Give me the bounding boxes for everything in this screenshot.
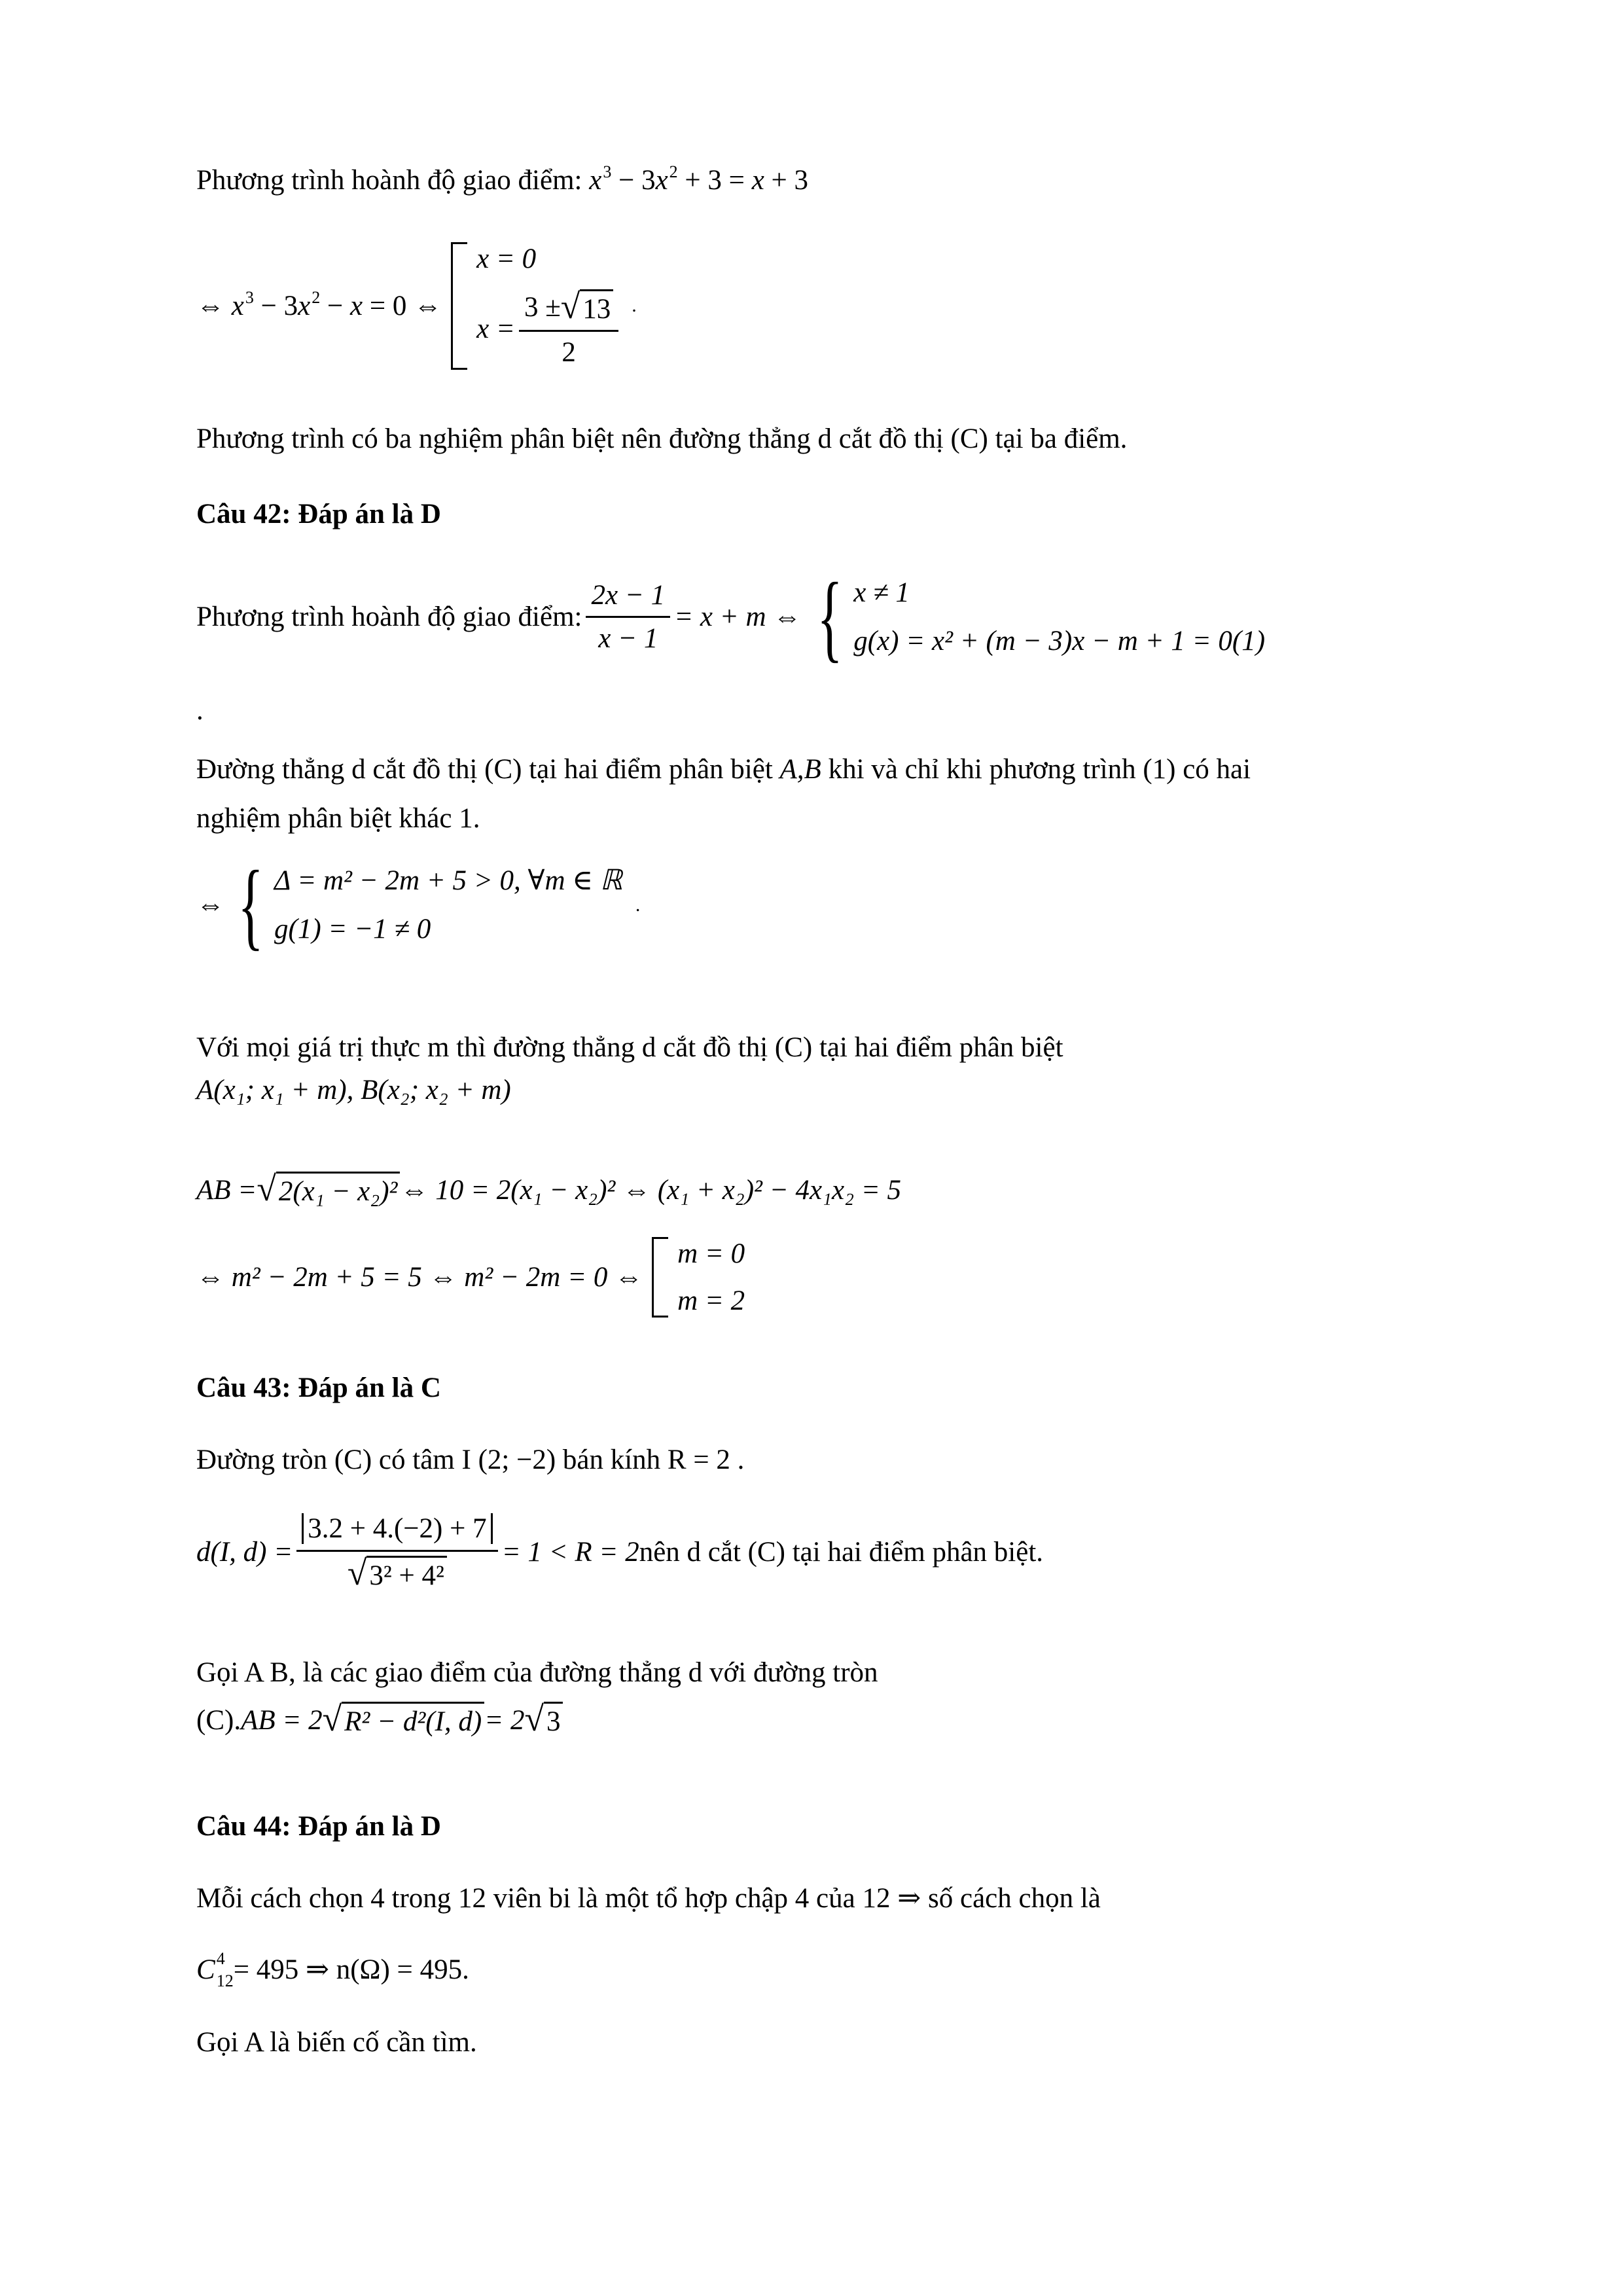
math-term: = x + m ⇔ (674, 601, 802, 632)
math-x: x (298, 290, 311, 321)
paragraph-line: Gọi A là biến cố cần tìm. (196, 2027, 477, 2058)
sqrt: √ 2(x₁ − x₂)² (257, 1172, 400, 1209)
paragraph-line: Với mọi giá trị thực m thì đường thẳng d cắt đồ thị (C) tại hai điểm phân biệt (196, 1032, 1063, 1063)
math-term: AB = 2 (241, 1704, 323, 1736)
question-43-heading: Câu 43: Đáp án là C (196, 1372, 441, 1403)
combination-sup: 4 (216, 1949, 225, 1968)
math-term: ⇔ m² − 2m + 5 = 5 ⇔ m² − 2m = 0 ⇔ (196, 1261, 643, 1293)
q42-intersection-equation (196, 562, 1266, 672)
system-row-2: g(1) = −1 ≠ 0 (274, 913, 431, 944)
radicand: 3 (544, 1702, 563, 1739)
math-term: ⇔ (196, 290, 232, 321)
sqrt: √ 3² + 4² (348, 1556, 447, 1593)
sqrt: √ 13 (561, 289, 614, 327)
math-term: ⇔ (196, 889, 224, 920)
math-exp: 3 (245, 287, 254, 307)
question-44-heading: Câu 44: Đáp án là D (196, 1811, 441, 1842)
system-row-1: x ≠ 1 (853, 577, 910, 608)
text: Đường thẳng d cắt đồ thị (C) tại hai điểm phân biệt (196, 754, 780, 785)
paragraph-line: nghiệm phân biệt khác 1. (196, 803, 480, 834)
math-term: = 2 (484, 1704, 525, 1736)
paragraph-line (196, 753, 1251, 787)
numerator-text: 3 ± (524, 292, 561, 323)
bracket-line (652, 1237, 668, 1318)
period: . (632, 295, 637, 317)
text: (C). (196, 1704, 241, 1736)
math-term: + 3 = (677, 165, 752, 196)
math-term: − (320, 290, 350, 321)
or-bracket (451, 242, 622, 370)
math-term: ⇔ 10 = 2(x₁ − x₂)² ⇔ (x₁ + x₂)² − 4x₁x₂ = 5 (400, 1174, 902, 1206)
text: khi và chỉ khi phương trình (1) có hai (821, 754, 1251, 785)
bracket-line (451, 242, 467, 370)
math-term: − 3 (253, 290, 298, 321)
fraction (586, 579, 670, 656)
math-x: x (231, 290, 244, 321)
math-x: x (349, 290, 363, 321)
distance-equation (196, 1512, 1043, 1592)
case-m-2: m = 2 (677, 1285, 745, 1316)
combination-indices (217, 1950, 234, 1990)
radicand: 2(x₁ − x₂)² (276, 1172, 401, 1209)
case-m-0: m = 0 (677, 1238, 745, 1269)
case-x-zero: x = 0 (476, 243, 537, 274)
fraction (519, 286, 618, 370)
math-term: = 1 < R = 2 (501, 1536, 639, 1568)
radicand: R² − d²(I, d) (342, 1702, 484, 1739)
system-brace (227, 850, 622, 960)
math-exp: 2 (312, 287, 321, 307)
period: . (635, 893, 641, 916)
math-term: x = (476, 314, 515, 345)
text: nên d cắt (C) tại hai điểm phân biệt. (639, 1536, 1044, 1568)
m-solution (196, 1237, 745, 1318)
combination-sub: 12 (216, 1971, 234, 1990)
ab-chord-equation (196, 1699, 563, 1739)
fraction (296, 1512, 497, 1592)
math-ab: A,B (779, 754, 821, 785)
denominator: 2 (562, 337, 576, 368)
ab-length-equation (196, 1169, 902, 1209)
combination-c: C (196, 1954, 215, 1986)
system-brace (806, 562, 1266, 672)
label-text: Phương trình hoành độ giao điểm: (196, 165, 590, 196)
or-bracket (652, 1237, 745, 1318)
math-term: = 495 ⇒ n(Ω) = 495. (233, 1954, 469, 1986)
math-term: AB = (196, 1174, 257, 1206)
brace-symbol: { (238, 850, 264, 960)
sqrt: √ 3 (524, 1702, 563, 1739)
math-term: = 0 ⇔ (363, 290, 442, 321)
label-text: Phương trình hoành độ giao điểm: (196, 601, 582, 632)
math-x: x (655, 165, 668, 196)
numerator: 2x − 1 (586, 579, 670, 619)
paragraph-line: Mỗi cách chọn 4 trong 12 viên bi là một tổ hợp chập 4 của 12 ⇒ số cách chọn là (196, 1883, 1101, 1914)
math-term: − 3 (611, 165, 656, 196)
math-left (196, 289, 442, 323)
math-exp: 2 (669, 162, 678, 181)
system-row-2: g(x) = x² + (m − 3)x − m + 1 = 0(1) (853, 625, 1266, 656)
conclusion-text: Phương trình có ba nghiệm phân biệt nên đường thẳng d cắt đồ thị (C) tại ba điểm. (196, 423, 1128, 454)
combination-line (196, 1950, 469, 1990)
question-42-heading: Câu 42: Đáp án là D (196, 499, 441, 529)
case-x-frac (476, 286, 622, 370)
points-ab: A(x₁; x₁ + m), B(x₂; x₂ + m) (196, 1075, 511, 1105)
paragraph-line: Gọi A B, là các giao điểm của đường thẳng d với đường tròn (196, 1657, 878, 1688)
period: . (196, 695, 204, 726)
brace-symbol: { (817, 562, 844, 672)
math-x: x (589, 165, 602, 196)
system-row-1: Δ = m² − 2m + 5 > 0, ∀m ∈ ℝ (274, 865, 622, 896)
math-x: x (751, 165, 764, 196)
numerator-abs: 3.2 + 4.(−2) + 7 (302, 1513, 492, 1544)
math-term: + 3 (764, 165, 809, 196)
circle-info: Đường tròn (C) có tâm I (2; −2) bán kính R = 2 . (196, 1444, 745, 1475)
denominator: x − 1 (598, 623, 658, 655)
line-intersection-equation (196, 164, 808, 198)
condition-system (196, 850, 641, 960)
radicand: 13 (580, 289, 613, 327)
equation-roots (196, 242, 637, 370)
math-exp: 3 (603, 162, 612, 181)
math-term: d(I, d) = (196, 1536, 293, 1568)
radicand: 3² + 4² (366, 1556, 447, 1593)
sqrt: √ R² − d²(I, d) (323, 1702, 485, 1739)
